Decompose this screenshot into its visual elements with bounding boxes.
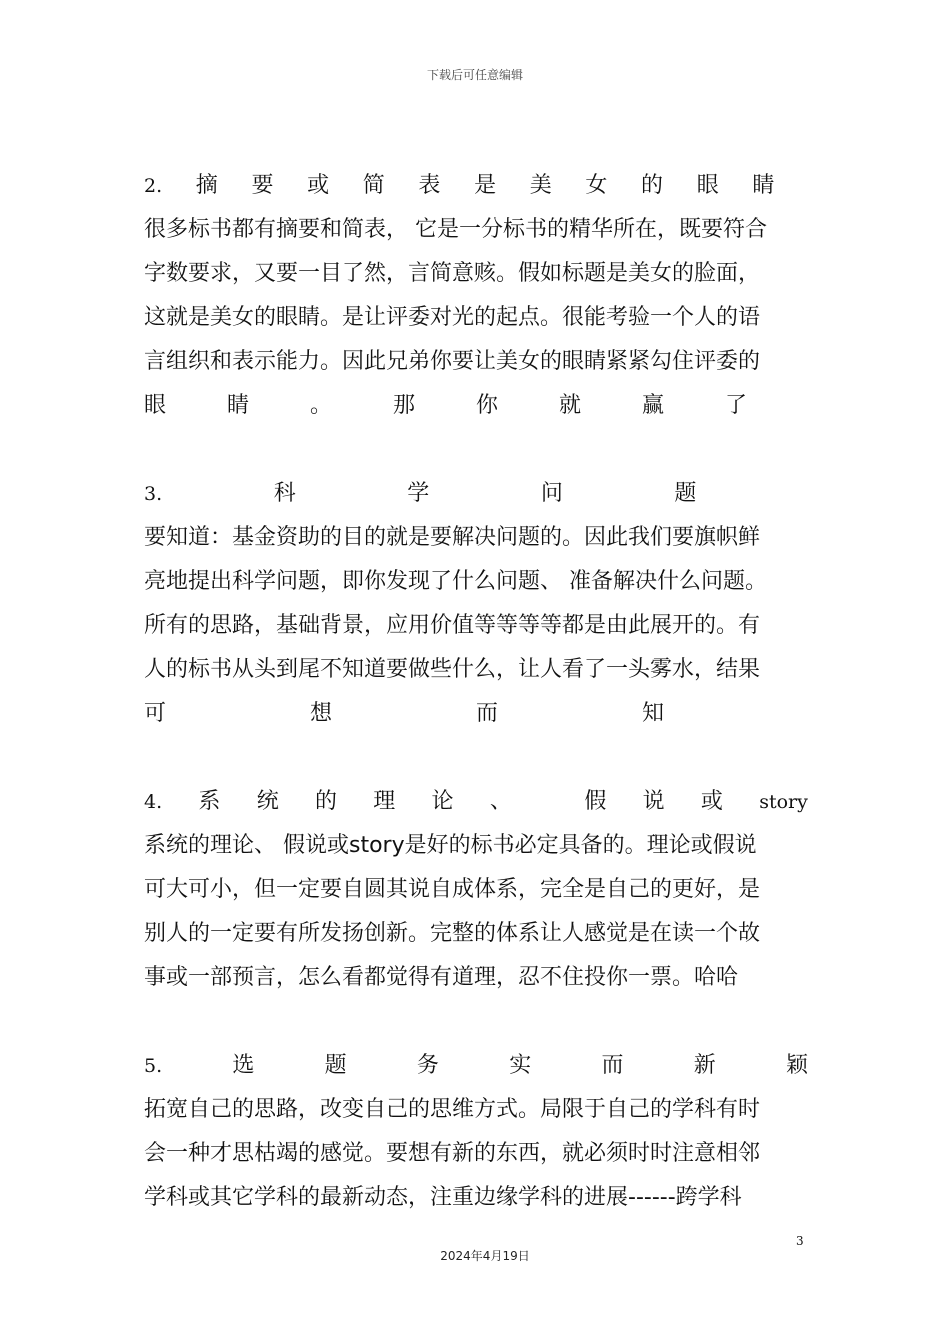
heading-line [144, 472, 808, 516]
text-line: 要知道：基金资助的目的就是要解决问题的。因此我们要旗帜鲜 [144, 525, 761, 550]
heading-char: 或 [307, 173, 330, 198]
heading-char: 睛 [227, 393, 250, 418]
heading-char: 想 [310, 701, 333, 726]
heading-char: 表 [418, 173, 441, 198]
heading-char: 问 [540, 481, 563, 506]
heading-line [144, 164, 808, 208]
text-line: 拓宽自己的思路，改变自己的思维方式。局限于自己的学科有时 [144, 1097, 761, 1122]
page-header: 下载后可任意编辑 [426, 68, 523, 82]
footer-date: 2024年4月19日 [440, 1249, 530, 1263]
heading-char: 可 [144, 701, 167, 726]
paragraph-gap [144, 736, 808, 780]
heading-char: 眼 [144, 393, 167, 418]
document-body [144, 164, 808, 1220]
heading-char: 那 [393, 393, 416, 418]
text-line: 很多标书都有摘要和简表， 它是一分标书的精华所在，既要符合 [144, 217, 767, 242]
heading-char: story [759, 791, 808, 813]
heading-char: 眼 [696, 173, 719, 198]
heading-char: 就 [559, 393, 582, 418]
text-line: 亮地提出科学问题，即你发现了什么问题、 准备解决什么问题。 [144, 569, 767, 594]
text-line: 所有的思路，基础背景，应用价值等等等等都是由此展开的。有 [144, 613, 761, 638]
heading-line [144, 1044, 808, 1088]
heading-char: 睛 [752, 173, 775, 198]
text-line: 学科或其它学科的最新动态，注重边缘学科的进展------跨学科 [144, 1185, 742, 1210]
text-line: 可大可小，但一定要自圆其说自成体系，完全是自己的更好，是 [144, 877, 761, 902]
heading-char: 5. [144, 1055, 163, 1077]
heading-line [144, 384, 808, 428]
heading-char: 假 [584, 789, 607, 814]
text-line: 别人的一定要有所发扬创新。完整的体系让人感觉是在读一个故 [144, 921, 761, 946]
heading-char: 或 [700, 789, 723, 814]
heading-char: 新 [693, 1053, 716, 1078]
heading-char: 颖 [785, 1053, 808, 1078]
text-line: 会一种才思枯竭的感觉。要想有新的东西，就必须时时注意相邻 [144, 1141, 761, 1166]
text-line: 系统的理论、 假说或story是好的标书必定具备的。理论或假说 [144, 833, 757, 858]
heading-char: 美 [529, 173, 552, 198]
heading-char: 科 [273, 481, 296, 506]
text-line: 事或一部预言，怎么看都觉得有道理，忍不住投你一票。哈哈 [144, 965, 739, 990]
heading-char: 了 [725, 393, 748, 418]
heading-char: 学 [407, 481, 430, 506]
heading-char: 选 [232, 1053, 255, 1078]
heading-char: 4. [144, 791, 163, 813]
heading-char: 论 [431, 789, 454, 814]
heading-char: 实 [509, 1053, 532, 1078]
heading-char: 系 [198, 789, 221, 814]
heading-char: 知 [642, 701, 665, 726]
heading-char: 务 [416, 1053, 439, 1078]
heading-char: 理 [373, 789, 396, 814]
heading-char: 3. [144, 483, 163, 505]
heading-char: 赢 [642, 393, 665, 418]
heading-char: 而 [476, 701, 499, 726]
heading-char: 的 [314, 789, 337, 814]
heading-char: 是 [474, 173, 497, 198]
heading-char: 你 [476, 393, 499, 418]
heading-char: 的 [641, 173, 664, 198]
paragraph-gap [144, 1000, 808, 1044]
heading-char: 题 [674, 481, 697, 506]
heading-line [144, 780, 808, 824]
page-number: 3 [796, 1234, 804, 1248]
text-line: 这就是美女的眼睛。是让评委对光的起点。很能考验一个人的语 [144, 305, 761, 330]
heading-char: 简 [362, 173, 385, 198]
text-line: 字数要求，又要一目了然，言简意赅。假如标题是美女的脸面， [144, 261, 761, 286]
heading-char: 、 [489, 789, 512, 814]
paragraph-gap [144, 428, 808, 472]
heading-char: 而 [601, 1053, 624, 1078]
heading-char: 题 [324, 1053, 347, 1078]
heading-char: 。 [310, 393, 333, 418]
text-line: 言组织和表示能力。因此兄弟你要让美女的眼睛紧紧勾住评委的 [144, 349, 761, 374]
heading-char: 摘 [195, 173, 218, 198]
heading-char: 2. [144, 175, 163, 197]
heading-char: 女 [585, 173, 608, 198]
heading-line [144, 692, 808, 736]
heading-char: 统 [256, 789, 279, 814]
text-line: 人的标书从头到尾不知道要做些什么，让人看了一头雾水，结果 [144, 657, 761, 682]
heading-char: 说 [642, 789, 665, 814]
heading-char: 要 [251, 173, 274, 198]
